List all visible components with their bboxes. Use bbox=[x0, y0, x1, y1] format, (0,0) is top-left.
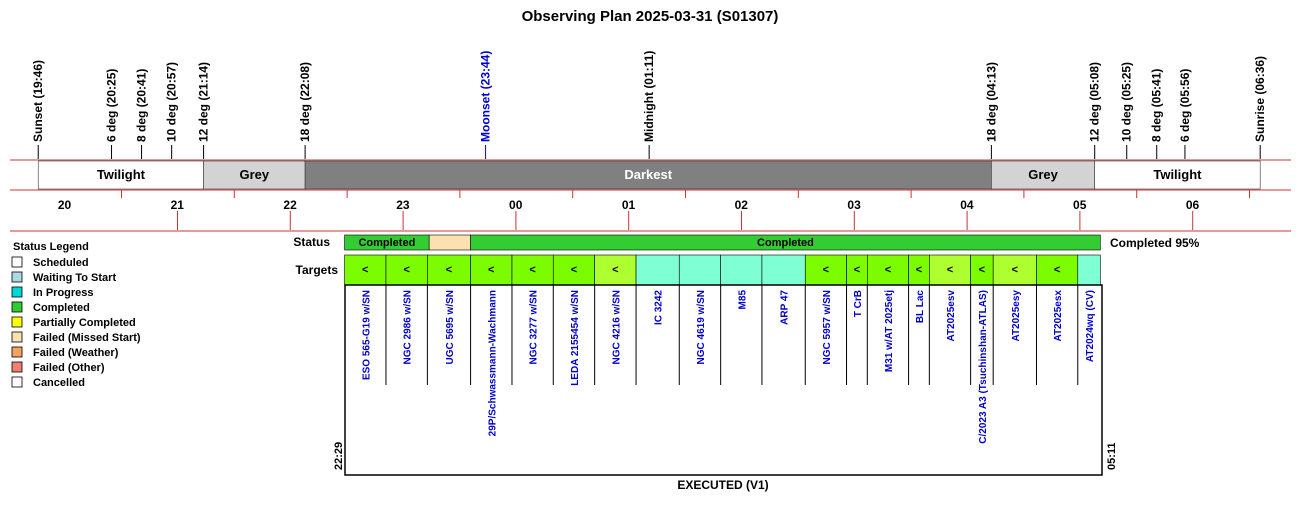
targets-row-label: Targets bbox=[295, 263, 338, 277]
target-mark: < bbox=[612, 264, 619, 276]
legend-item: Failed (Missed Start) bbox=[33, 332, 141, 344]
status-row-label: Status bbox=[293, 235, 330, 249]
hour-label: 21 bbox=[170, 198, 184, 212]
sky-band-label: Twilight bbox=[1153, 167, 1202, 182]
targets-row bbox=[345, 255, 1101, 444]
hour-label: 20 bbox=[57, 198, 72, 212]
footer-label: EXECUTED (V1) bbox=[677, 478, 769, 492]
event-label: 18 deg (04:13) bbox=[984, 61, 999, 142]
target-name: C/2023 A3 (Tsuchinshan-ATLAS) bbox=[977, 290, 989, 444]
legend-swatch bbox=[12, 287, 22, 297]
hour-label: 03 bbox=[847, 198, 861, 212]
target-mark: < bbox=[978, 264, 986, 276]
target-mark: < bbox=[1011, 264, 1019, 276]
target-name: AT2024wq (CV) bbox=[1085, 290, 1097, 363]
hour-label: 05 bbox=[1073, 198, 1087, 212]
event-markers bbox=[31, 51, 1267, 159]
target-name: IC 3242 bbox=[653, 290, 665, 326]
status-legend bbox=[12, 241, 141, 389]
hour-label: 04 bbox=[960, 198, 974, 212]
target-block bbox=[721, 255, 762, 285]
legend-item: Failed (Weather) bbox=[33, 347, 119, 359]
legend-item: Completed bbox=[33, 302, 90, 314]
legend-title: Status Legend bbox=[13, 241, 89, 253]
hour-label: 01 bbox=[621, 198, 636, 212]
event-label: 6 deg (05:56) bbox=[1177, 68, 1192, 142]
event-label: 10 deg (05:25) bbox=[1119, 61, 1134, 142]
status-summary: Completed 95% bbox=[1110, 236, 1200, 250]
legend-item: Scheduled bbox=[33, 257, 89, 269]
target-block bbox=[762, 255, 805, 285]
event-label: 6 deg (20:25) bbox=[104, 68, 119, 142]
event-label: Midnight (01:11) bbox=[642, 50, 657, 142]
target-name: M85 bbox=[737, 290, 749, 310]
legend-swatch bbox=[12, 302, 22, 312]
target-name: NGC 5957 w/SN bbox=[821, 290, 833, 365]
legend-swatch bbox=[12, 377, 22, 387]
target-name: M31 w/AT 2025etj bbox=[883, 290, 895, 373]
legend-item: In Progress bbox=[33, 287, 94, 299]
target-name: AT2025esx bbox=[1053, 290, 1065, 342]
target-mark: < bbox=[488, 264, 495, 276]
status-segment-label: Completed bbox=[757, 237, 814, 249]
legend-swatch bbox=[12, 347, 22, 357]
start-time-label: 22:29 bbox=[333, 441, 345, 470]
target-name: NGC 4216 w/SN bbox=[611, 290, 623, 365]
legend-swatch bbox=[12, 257, 22, 267]
event-label: 10 deg (20:57) bbox=[164, 61, 179, 142]
status-segment bbox=[429, 235, 470, 250]
target-name: AT2025esy bbox=[1010, 290, 1022, 342]
status-row bbox=[345, 235, 1101, 250]
event-label: 12 deg (05:08) bbox=[1087, 61, 1102, 142]
event-label: 12 deg (21:14) bbox=[196, 61, 211, 142]
target-mark: < bbox=[529, 264, 536, 276]
status-segment-label: Completed bbox=[358, 237, 416, 249]
target-mark: < bbox=[445, 264, 453, 276]
legend-swatch bbox=[12, 272, 22, 282]
event-label: 8 deg (05:41) bbox=[1149, 68, 1164, 142]
target-name: AT2025esv bbox=[945, 290, 957, 342]
event-label: Moonset (23:44) bbox=[478, 50, 493, 142]
target-mark: < bbox=[362, 264, 369, 276]
event-label: 8 deg (20:41) bbox=[134, 68, 149, 142]
legend-swatch bbox=[12, 317, 22, 327]
target-name: NGC 4619 w/SN bbox=[695, 290, 707, 365]
legend-item: Cancelled bbox=[33, 377, 85, 389]
target-block bbox=[636, 255, 679, 285]
target-mark: < bbox=[570, 264, 578, 276]
target-mark: < bbox=[915, 264, 923, 276]
target-name: BL Lac bbox=[914, 290, 926, 324]
target-mark: < bbox=[403, 264, 410, 276]
target-mark: < bbox=[822, 264, 830, 276]
target-name: T CrB bbox=[852, 290, 864, 318]
sky-band-label: Twilight bbox=[96, 167, 145, 182]
sky-band-label: Grey bbox=[1028, 167, 1058, 182]
event-label: Sunrise (06:36) bbox=[1253, 55, 1268, 142]
legend-swatch bbox=[12, 332, 22, 342]
target-mark: < bbox=[853, 264, 861, 276]
legend-item: Failed (Other) bbox=[33, 362, 105, 374]
target-mark: < bbox=[1053, 264, 1061, 276]
target-name: 29P/Schwassmann-Wachmann bbox=[487, 290, 499, 437]
legend-item: Waiting To Start bbox=[33, 272, 117, 284]
target-mark: < bbox=[946, 264, 954, 276]
target-block bbox=[679, 255, 720, 285]
hour-label: 00 bbox=[509, 198, 523, 212]
end-time-label: 05:11 bbox=[1106, 442, 1118, 470]
target-name: NGC 2986 w/SN bbox=[402, 290, 414, 365]
target-name: UGC 5695 w/SN bbox=[444, 290, 456, 365]
sky-band-label: Grey bbox=[239, 167, 270, 182]
target-name: ESO 565-G19 w/SN bbox=[361, 290, 373, 381]
sky-band-label: Darkest bbox=[624, 167, 673, 182]
sky-bands bbox=[10, 160, 1291, 190]
legend-swatch bbox=[12, 362, 22, 372]
event-label: 18 deg (22:08) bbox=[298, 61, 313, 142]
target-name: NGC 3277 w/SN bbox=[528, 290, 540, 365]
target-block bbox=[1078, 255, 1101, 285]
hour-label: 02 bbox=[734, 198, 748, 212]
hour-label: 22 bbox=[283, 198, 297, 212]
plan-title: Observing Plan 2025-03-31 (S01307) bbox=[521, 8, 779, 25]
target-mark: < bbox=[884, 264, 892, 276]
legend-item: Partially Completed bbox=[33, 317, 136, 329]
target-name: ARP 47 bbox=[779, 290, 791, 325]
event-label: Sunset (19:46) bbox=[31, 59, 46, 142]
hour-label: 23 bbox=[396, 198, 410, 212]
hour-axis bbox=[10, 190, 1300, 231]
target-name: LEDA 2155454 w/SN bbox=[569, 290, 581, 386]
hour-label: 06 bbox=[1185, 198, 1200, 212]
